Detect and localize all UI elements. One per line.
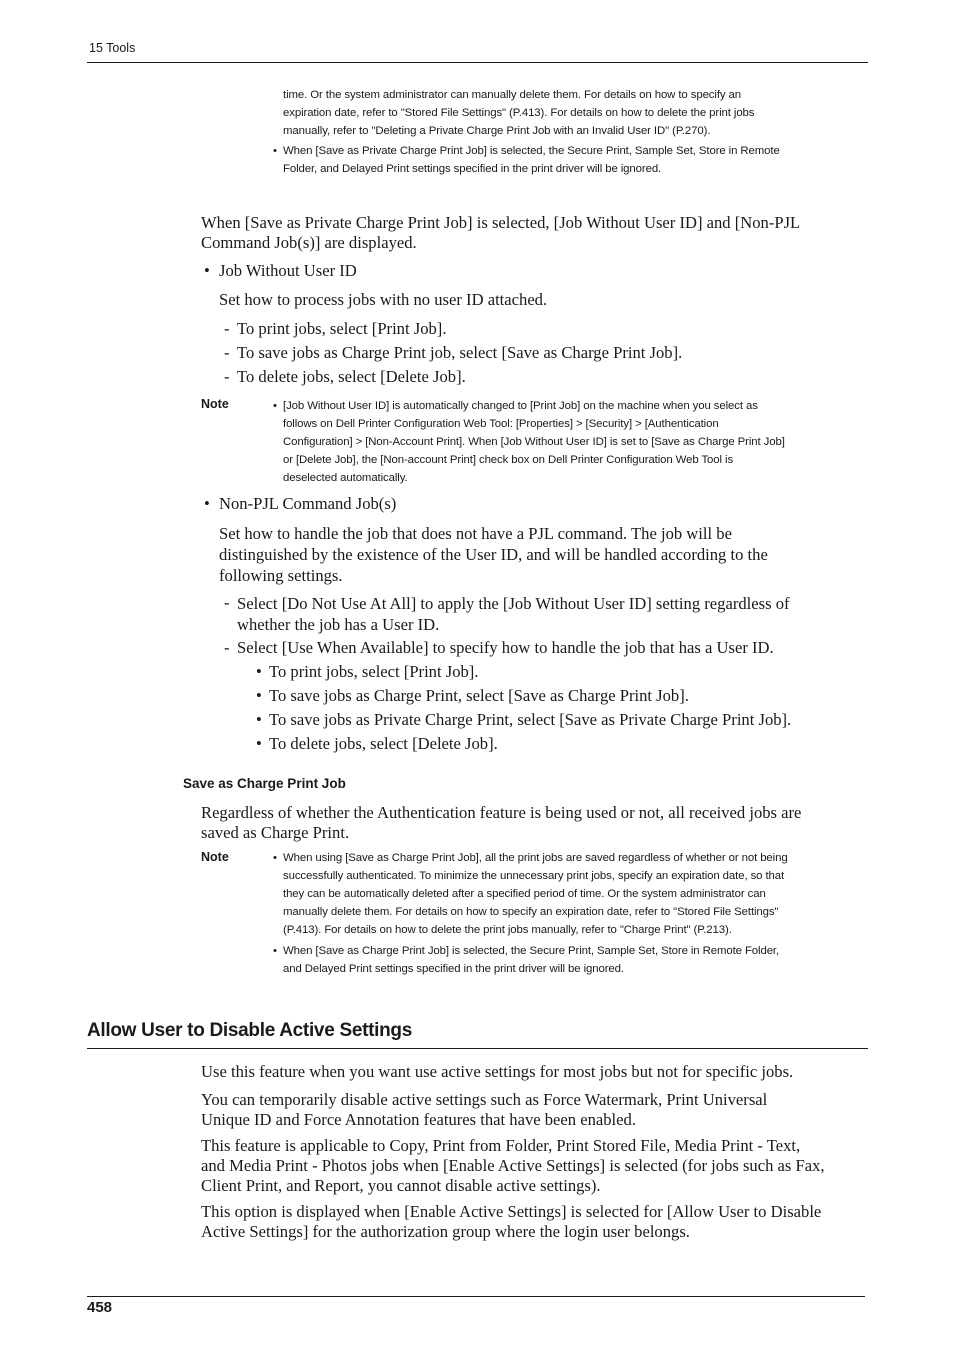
bullet-dot: • [273, 945, 277, 957]
intro-paragraph [201, 213, 800, 253]
bullet-dot: • [204, 261, 210, 280]
note-line: they can be automatically deleted after a specified period of time. Or the system administrator can [283, 888, 766, 900]
text-line: and Media Print - Photos jobs when [Enable Active Settings] is selected (for jobs such as Fax, [201, 1156, 825, 1175]
dash: - [224, 319, 230, 338]
section-heading: Allow User to Disable Active Settings [87, 1020, 413, 1041]
save-charge-paragraph [201, 803, 801, 843]
job-without-title: Job Without User ID [219, 261, 357, 280]
non-pjl-desc [219, 523, 768, 586]
text-line: This option is displayed when [Enable Active Settings] is selected for [Allow User to Disable [201, 1202, 822, 1221]
top-note-bullet [283, 142, 780, 178]
sub-option: To save jobs as Charge Print, select [Save as Charge Print Job]. [269, 686, 689, 705]
section-paragraph-2 [201, 1090, 767, 1130]
note-line: manually, refer to "Deleting a Private Charge Print Job with an Invalid User ID" (P.270). [283, 125, 711, 137]
chapter-header: 15 Tools [89, 41, 136, 55]
dash: - [224, 367, 230, 386]
non-pjl-title: Non-PJL Command Job(s) [219, 494, 397, 513]
text-line: Active Settings] for the authorization group where the login user belongs. [201, 1222, 690, 1241]
note-label: Note [201, 397, 229, 411]
text-line: whether the job has a User ID. [237, 615, 440, 634]
section-paragraph-1: Use this feature when you want use active settings for most jobs but not for specific jobs. [201, 1062, 794, 1081]
note-line: and Delayed Print settings specified in the print driver will be ignored. [283, 963, 624, 975]
note-line: When [Save as Charge Print Job] is selected, the Secure Print, Sample Set, Store in Remote Folder, [283, 945, 780, 957]
bullet-dot: • [256, 662, 262, 681]
option-line: To delete jobs, select [Delete Job]. [237, 367, 466, 386]
page-number: 458 [87, 1299, 113, 1316]
note-3-bullet-2 [283, 942, 779, 978]
footer-rule [87, 1296, 865, 1297]
text-line: When [Save as Private Charge Print Job] is selected, [Job Without User ID] and [Non-PJL [201, 213, 801, 232]
bullet-dot: • [256, 734, 262, 753]
note-line: time. Or the system administrator can manually delete them. For details on how to specify an [283, 89, 742, 101]
save-charge-heading: Save as Charge Print Job [183, 776, 346, 791]
text-line: Unique ID and Force Annotation features that have been enabled. [201, 1110, 636, 1129]
text-line: Select [Do Not Use At All] to apply the [Job Without User ID] setting regardless of [237, 594, 790, 613]
bullet-dot: • [273, 145, 277, 157]
sub-option: To save jobs as Private Charge Print, select [Save as Private Charge Print Job]. [269, 710, 792, 729]
text-line: Client Print, and Report, you cannot disable active settings). [201, 1176, 601, 1195]
bullet-dot: • [273, 852, 277, 864]
note-line: or [Delete Job], the [Non-account Print] check box on Dell Printer Configuration Web Tool is [283, 454, 734, 466]
sub-option: To delete jobs, select [Delete Job]. [269, 734, 498, 753]
text-line: distinguished by the existence of the User ID, and will be handled according to the [219, 545, 768, 564]
bullet-dot: • [204, 494, 210, 513]
note-line: deselected automatically. [283, 472, 408, 484]
option-1 [237, 593, 790, 635]
note-line: [Job Without User ID] is automatically changed to [Print Job] on the machine when you select as [283, 400, 758, 412]
top-note-continuation [283, 86, 754, 140]
dash: - [224, 638, 230, 657]
note-2-text [283, 397, 785, 487]
note-line: manually delete them. For details on how to specify an expiration date, refer to "Stored File Settings" [283, 906, 779, 918]
bullet-dot: • [256, 686, 262, 705]
text-line: following settings. [219, 566, 343, 585]
note-line: When using [Save as Charge Print Job], all the print jobs are saved regardless of whether or not being [283, 852, 788, 864]
bullet-dot: • [256, 710, 262, 729]
bullet-dot: • [273, 400, 277, 412]
note-line: Configuration] > [Non-Account Print]. When [Job Without User ID] is set to [Save as Charge Print Job] [283, 436, 785, 448]
text-line: saved as Charge Print. [201, 823, 350, 842]
dash: - [224, 343, 230, 362]
text-line: Command Job(s)] are displayed. [201, 233, 417, 252]
text-line: You can temporarily disable active settings such as Force Watermark, Print Universal [201, 1090, 768, 1109]
note-3-bullet-1 [283, 849, 788, 939]
note-line: (P.413). For details on how to delete the print jobs manually, refer to "Charge Print" (P.213). [283, 924, 732, 936]
section-paragraph-4 [201, 1202, 821, 1242]
note-line: expiration date, refer to "Stored File Settings" (P.413). For details on how to delete the print jobs [283, 107, 755, 119]
note-line: successfully authenticated. To minimize the unnecessary print jobs, specify an expiration date, so that [283, 870, 785, 882]
text-line: Set how to handle the job that does not have a PJL command. The job will be [219, 524, 732, 543]
dash: - [224, 593, 230, 612]
sub-option: To print jobs, select [Print Job]. [269, 662, 479, 681]
section-paragraph-3 [201, 1136, 825, 1196]
note-line: Folder, and Delayed Print settings specified in the print driver will be ignored. [283, 163, 662, 175]
note-line: follows on Dell Printer Configuration Web Tool: [Properties] > [Security] > [Authentication [283, 418, 719, 430]
note-label: Note [201, 850, 229, 864]
section-rule [87, 1048, 868, 1049]
option-line: To print jobs, select [Print Job]. [237, 319, 447, 338]
option-2: Select [Use When Available] to specify how to handle the job that has a User ID. [237, 638, 774, 657]
text-line: This feature is applicable to Copy, Print from Folder, Print Stored File, Media Print - Text, [201, 1136, 801, 1155]
job-without-desc: Set how to process jobs with no user ID attached. [219, 290, 548, 309]
note-line: When [Save as Private Charge Print Job] is selected, the Secure Print, Sample Set, Store in Remote [283, 145, 780, 157]
header-rule [87, 62, 868, 63]
option-line: To save jobs as Charge Print job, select [Save as Charge Print Job]. [237, 343, 683, 362]
text-line: Regardless of whether the Authentication feature is being used or not, all received jobs are [201, 803, 802, 822]
